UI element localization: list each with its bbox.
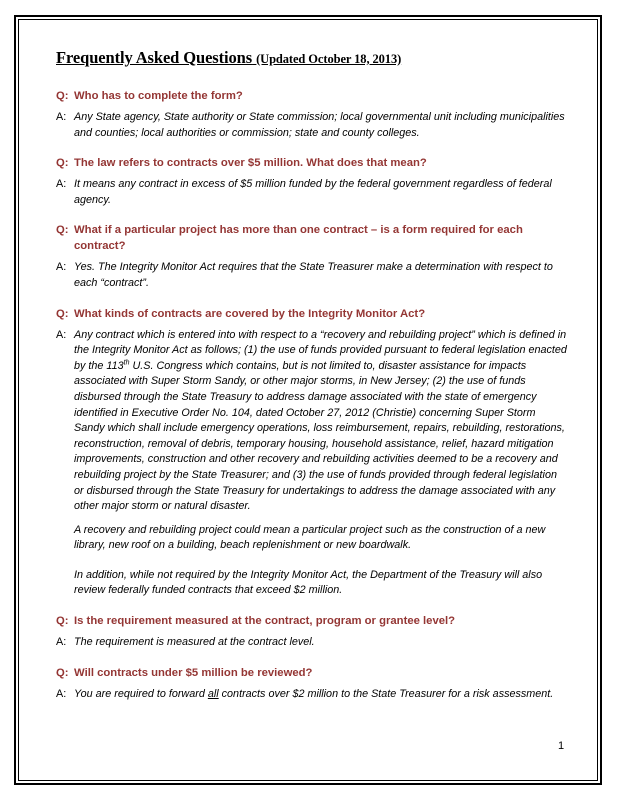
answer-text: You are required to forward: [74, 687, 208, 700]
answer-text: The requirement is measured at the contract level.: [74, 636, 315, 649]
page-title: [56, 48, 568, 68]
question-label: Q:: [56, 224, 69, 237]
answer-label: A:: [56, 687, 67, 700]
answer-label: A:: [56, 111, 67, 123]
faq-question: [56, 155, 568, 171]
page-number: 1: [558, 740, 565, 752]
faq-answer: [56, 177, 568, 208]
faq-answer: [56, 260, 568, 291]
question-label: Q:: [56, 157, 69, 170]
question-text: What kinds of contracts are covered by the Integrity Monitor Act?: [74, 307, 426, 320]
title-updated: (Updated October 18, 2013): [256, 52, 402, 66]
faq-question: [56, 88, 568, 104]
question-text: Is the requirement measured at the contract, program or grantee level?: [74, 615, 456, 628]
answer-paragraph: A recovery and rebuilding project could mean a particular project such as the construction of a new library, new roof on a building, beach replenishment or new boardwalk.: [74, 523, 546, 552]
question-text: Who has to complete the form?: [74, 90, 243, 102]
title-main: Frequently Asked Questions: [56, 48, 253, 67]
faq-question: [56, 665, 568, 681]
question-label: Q:: [56, 307, 69, 320]
faq-answer: [56, 635, 568, 651]
question-text: Will contracts under $5 million be reviewed?: [74, 666, 313, 679]
faq-question: [56, 613, 568, 629]
answer-body: [74, 687, 568, 703]
emphasis-all: all: [207, 687, 219, 700]
answer-label: A:: [56, 178, 67, 191]
question-text: The law refers to contracts over $5 million. What does that mean?: [74, 157, 427, 170]
faq-answer: [56, 687, 568, 703]
faq-document: [56, 48, 568, 702]
answer-text: Yes. The Integrity Monitor Act requires that the State Treasurer make a determination with respect to each “contract”.: [74, 261, 553, 289]
faq-answer: [56, 110, 568, 141]
faq-question: [56, 222, 568, 254]
answer-body: [74, 328, 568, 600]
faq-question: [56, 306, 568, 322]
question-label: Q:: [56, 666, 69, 679]
question-label: Q:: [56, 615, 69, 628]
answer-text: Any contract which is entered into with respect to a “recovery and rebuilding project” which is defined in the Integrity Monitor Act as follows; (1) the use of funds provided pursuant to federal legislation enacted by the 113: [74, 328, 567, 372]
answer-label: A:: [56, 636, 67, 649]
answer-text: It means any contract in excess of $5 million funded by the federal government regardless of federal agency.: [74, 178, 552, 206]
answer-text: Any State agency, State authority or State commission; local governmental unit including municipalities and counties; local authorities or commission; state and county colleges.: [74, 111, 565, 139]
answer-paragraph: In addition, while not required by the Integrity Monitor Act, the Department of the Treasury will also review federally funded contracts that exceed $2 million.: [74, 568, 543, 597]
question-text: What if a particular project has more than one contract – is a form required for each contract?: [74, 224, 523, 253]
answer-label: A:: [56, 328, 67, 341]
answer-label: A:: [56, 261, 67, 274]
faq-answer: [56, 328, 568, 600]
ordinal-suffix: th: [123, 359, 130, 367]
question-label: Q:: [56, 90, 69, 102]
answer-text: contracts over $2 million to the State Treasurer for a risk assessment.: [218, 687, 554, 700]
answer-text: U.S. Congress which contains, but is not limited to, disaster assistance for impacts associated with Super Storm Sandy, or other major storms, in New Jersey; (2) the use of funds disbursed through the State Treasury to address damage associated with the state of emergency identified in Executive Order No. 104, dated October 27, 2012 (Christie) concerning Super Storm Sandy which shall include emergency operations, loss reimbursement, repairs, rebuilding, restorations, reconstruction, removal of debris, temporary housing, household assistance, relief, hazard mitigation improvements, construction and other recovery and rebuilding activities deemed to be a recovery and rebuilding project by the State Treasurer; and (3) the use of funds provided through federal legislation or disbursed through the State Treasury for undertakings to address the damage associated with any other major storm or natural disaster.: [74, 359, 565, 513]
